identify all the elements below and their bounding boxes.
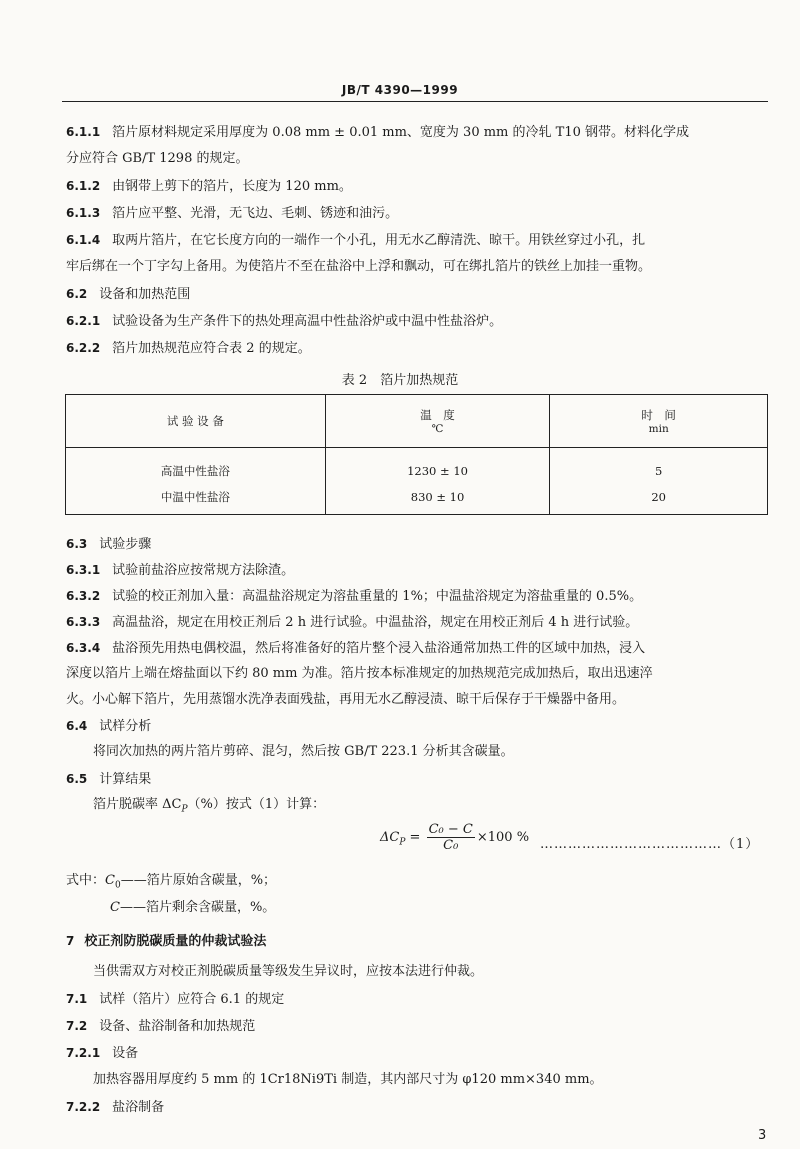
clause-title: 试样分析 xyxy=(99,719,152,734)
section-6-4 xyxy=(66,718,151,735)
formula-leader: …………………………………（1） xyxy=(540,837,760,852)
section-6-2 xyxy=(66,286,190,303)
clause-number: 6.1.4 xyxy=(66,233,101,247)
clause-number: 7 xyxy=(66,934,75,948)
clause-number: 6.1.1 xyxy=(66,125,101,139)
clause-title: 设备和加热范围 xyxy=(99,287,191,302)
clause-text: 由钢带上剪下的箔片，长度为 120 mm。 xyxy=(112,179,352,194)
heating-spec-table xyxy=(65,394,768,515)
decarburization-formula: $\Delta C_P$ = $\frac{\text{C₀ − C}}{\text{C₀}}$ ×100 % xyxy=(380,822,530,853)
clause-title: 试验步骤 xyxy=(99,537,152,552)
clause-text: 盐浴预先用热电偶校温，然后将准备好的箔片整个浸入盐浴通常加热工件的区域中加热，浸入 xyxy=(112,641,646,656)
page-number: 3 xyxy=(758,1128,767,1143)
clause-number: 6.3.2 xyxy=(66,589,101,603)
clause-title: 盐浴制备 xyxy=(112,1100,165,1115)
section-6-3 xyxy=(66,536,151,553)
where-line-c: C——箔片剩余含碳量，%。 xyxy=(110,900,276,915)
paragraph-6-1-1-cont: 分应符合 GB/T 1298 的规定。 xyxy=(66,151,249,166)
section-7-2-1 xyxy=(66,1045,138,1062)
table-caption: 表 2 箔片加热规范 xyxy=(341,373,459,388)
clause-text: 试验前盐浴应按常规方法除渣。 xyxy=(112,563,295,578)
clause-text: 箔片原材料规定采用厚度为 0.08 mm ± 0.01 mm、宽度为 30 mm 的冷轧 T10 钢带。材料化学成 xyxy=(112,125,689,140)
clause-text: 取两片箔片，在它长度方向的一端作一个小孔，用无水乙醇清洗、晾干。用铁丝穿过小孔，扎 xyxy=(112,233,646,248)
cell-time: 5 xyxy=(550,448,768,487)
col-header-time-label: 时 间 xyxy=(641,408,676,422)
clause-number: 6.2.1 xyxy=(66,314,101,328)
section-7-body: 当供需双方对校正剂脱碳质量等级发生异议时，应按本法进行仲裁。 xyxy=(93,964,484,979)
col-header-equipment: 试 验 设 备 xyxy=(66,395,326,448)
formula-denominator: C₀ xyxy=(443,838,459,853)
clause-title: 设备 xyxy=(112,1046,139,1061)
paragraph-6-1-1 xyxy=(66,124,689,141)
clause-number: 6.3 xyxy=(66,537,88,551)
document-header-code: JB/T 4390—1999 xyxy=(341,83,459,97)
clause-text: 试验的校正剂加入量：高温盐浴规定为溶盐重量的 1%；中温盐浴规定为溶盐重量的 0.5%。 xyxy=(112,589,643,604)
table-row xyxy=(66,448,768,487)
clause-text: 高温盐浴，规定在用校正剂后 2 h 进行试验。中温盐浴，规定在用校正剂后 4 h 进行试验。 xyxy=(112,615,639,630)
paragraph-6-1-3 xyxy=(66,205,398,222)
clause-number: 6.5 xyxy=(66,772,88,786)
clause-number: 7.2.1 xyxy=(66,1046,101,1060)
paragraph-6-3-4 xyxy=(66,640,645,657)
table-row xyxy=(66,486,768,515)
paragraph-6-4-body: 将同次加热的两片箔片剪碎、混匀，然后按 GB/T 223.1 分析其含碳量。 xyxy=(93,744,514,759)
paragraph-6-3-1 xyxy=(66,562,294,579)
clause-title: 设备、盐浴制备和加热规范 xyxy=(99,1019,256,1034)
formula-label: （1） xyxy=(722,837,760,852)
paragraph-6-1-4 xyxy=(66,232,645,249)
clause-text: 箔片应平整、光滑，无飞边、毛刺、锈迹和油污。 xyxy=(112,206,399,221)
cell-equipment: 高温中性盐浴 xyxy=(66,448,326,487)
clause-number: 7.2.2 xyxy=(66,1100,101,1114)
paragraph-6-2-2 xyxy=(66,340,311,357)
paragraph-6-2-1 xyxy=(66,313,502,330)
formula-fraction xyxy=(427,822,475,853)
cell-time: 20 xyxy=(550,486,768,515)
paragraph-6-1-4-cont: 牢后绑在一个丁字勾上备用。为使箔片不至在盐浴中上浮和飘动，可在绑扎箔片的铁丝上加挂一重物。 xyxy=(66,259,652,274)
paragraph-6-3-2 xyxy=(66,588,642,605)
cell-temperature: 1230 ± 10 xyxy=(325,448,550,487)
paragraph-7-1 xyxy=(66,991,284,1008)
clause-title: 校正剂防脱碳质量的仲裁试验法 xyxy=(84,934,267,949)
paragraph-6-5-body: 箔片脱碳率 $\Delta C_P(\%)$按式（1）计算： xyxy=(93,797,326,815)
clause-number: 6.2 xyxy=(66,287,88,301)
clause-number: 6.4 xyxy=(66,719,88,733)
clause-number: 6.3.3 xyxy=(66,615,101,629)
paragraph-7-2-1-body: 加热容器用厚度约 5 mm 的 1Cr18Ni9Ti 制造，其内部尺寸为 φ120 mm×340 mm。 xyxy=(93,1072,603,1087)
paragraph-6-1-2 xyxy=(66,178,352,195)
clause-title: 计算结果 xyxy=(99,772,152,787)
col-header-temperature-label: 温 度 xyxy=(420,408,455,422)
clause-number: 6.3.4 xyxy=(66,641,101,655)
section-7-2-2 xyxy=(66,1099,164,1116)
clause-number: 6.3.1 xyxy=(66,563,101,577)
col-header-temperature xyxy=(325,395,550,448)
formula-numerator: C₀ − C xyxy=(428,822,473,837)
paragraph-6-3-4-cont: 深度以箔片上端在熔盐面以下约 80 mm 为准。箔片按本标准规定的加热规范完成加热后，取出迅速淬 xyxy=(66,666,653,681)
clause-text: 试样（箔片）应符合 6.1 的规定 xyxy=(99,992,285,1007)
table-header-row xyxy=(66,395,768,448)
col-header-time-unit: min xyxy=(648,423,669,435)
section-7-2 xyxy=(66,1018,255,1035)
col-header-time xyxy=(550,395,768,448)
section-6-5 xyxy=(66,771,151,788)
paragraph-6-3-3 xyxy=(66,614,638,631)
where-line-c0: 式中：$C_0——$箔片原始含碳量，%； xyxy=(66,873,277,891)
clause-number: 6.1.2 xyxy=(66,179,101,193)
cell-equipment: 中温中性盐浴 xyxy=(66,486,326,515)
paragraph-6-3-4-cont: 火。小心解下箔片，先用蒸馏水洗净表面残盐，再用无水乙醇浸渍、晾干后保存于干燥器中备用。 xyxy=(66,692,626,707)
clause-number: 7.1 xyxy=(66,992,88,1006)
col-header-temperature-unit: ℃ xyxy=(431,423,444,435)
section-7 xyxy=(66,933,266,950)
clause-number: 6.1.3 xyxy=(66,206,101,220)
cell-temperature: 830 ± 10 xyxy=(325,486,550,515)
clause-text: 箔片加热规范应符合表 2 的规定。 xyxy=(112,341,311,356)
clause-number: 6.2.2 xyxy=(66,341,101,355)
header-rule xyxy=(62,101,768,102)
clause-text: 试验设备为生产条件下的热处理高温中性盐浴炉或中温中性盐浴炉。 xyxy=(112,314,503,329)
clause-number: 7.2 xyxy=(66,1019,88,1033)
